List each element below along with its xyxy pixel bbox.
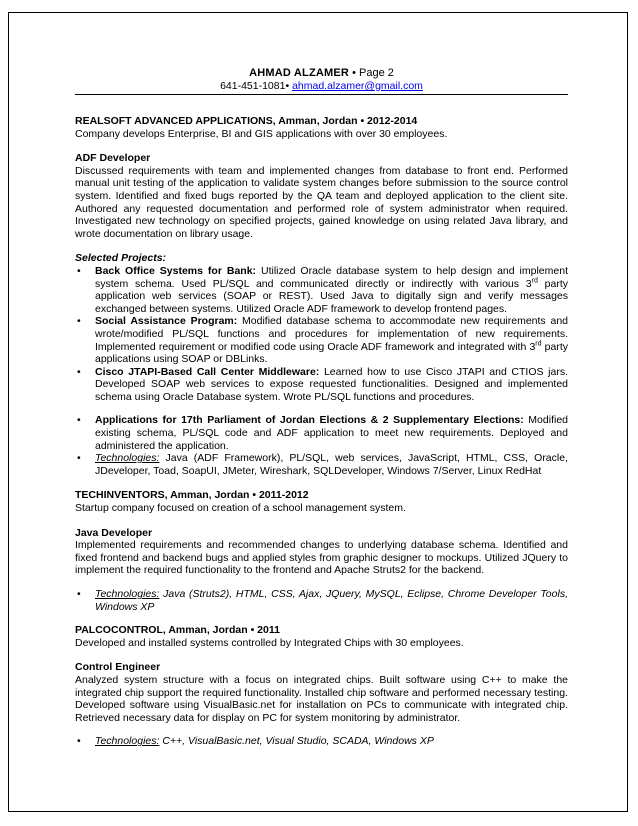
project-text: Learned how to use Cisco JTAPI and CTIOS jars. Developed SOAP web services to expose requested functionalities. Designed and implemented schema using Oracle Database system. Wrote PL/SQL functions and procedures. [95,365,568,403]
job-section [75,489,568,613]
resume-page [8,12,628,812]
list-item [75,315,568,365]
job-summary: Discussed requirements with team and implemented changes from database to front end. Performed manual unit testing of the application to validate system changes before submission to the source control system. Identified and fixed bugs reported by the QA team and deployed application to the client site. Authored any requested documentation and performed role of system administrator when required. Investigated new technology on specified projects, gained knowledge on using related Java library, and wrote documentation on library usage. [75,164,568,240]
bullet-icon: • [77,414,81,427]
company-description: Startup company focused on creation of a school management system. [75,502,406,515]
resume-content [75,67,568,748]
project-text: Utilized Oracle database system to help design and implement system schema. Used PL/SQL and communicated directly or indirectly with various 3 [95,264,568,290]
job-summary: Analyzed system structure with a focus on integrated chips. Built software using C++ to make the integrated chip support the required functionality. Installed chip software and performed necessary testing. Developed software using VisualBasic.net for installation on PCs to communicate with integrated chip. Retrieved necessary data for display on PC for system monitoring by administrator. [75,673,568,724]
candidate-name: AHMAD ALZAMER [249,67,350,79]
list-item [75,265,568,315]
technologies-label: Technologies: [95,452,160,465]
technologies-text: Java (ADF Framework), PL/SQL, web services, JavaScript, HTML, CSS, Oracle, JDeveloper, Toad, SoapUI, JMeter, Wireshark, SQLDeveloper, Windows 7/Server, Linux RedHat [95,452,568,477]
bullet-icon: • [77,588,81,600]
technologies-text: C++, VisualBasic.net, Visual Studio, SCADA, Windows XP [159,735,434,748]
technology-list [75,588,568,613]
company-heading: REALSOFT ADVANCED APPLICATIONS, Amman, Jordan • 2012-2014 [75,115,418,127]
list-item [75,414,568,452]
job-summary: Implemented requirements and recommended changes to underlying database schema. Identified and fixed frontend and backend bugs and applied styles from graphic designer to mockups. Utilized JQuery to implement the required functionality to the frontend and Apache Struts2 for the backend. [75,539,568,577]
superscript: rd [535,340,542,347]
bullet-icon: • [77,315,81,328]
list-item [75,735,568,748]
project-text-cont: party application web services (SOAP or REST). Used Java to digitally sign and verify messages exchanged between systems. Utilized Oracle ADF framework to develop frontend pages. [95,277,569,315]
list-item [75,366,568,404]
project-title: Cisco JTAPI-Based Call Center Middleware: [95,365,320,378]
bullet-icon: • [77,264,81,277]
company-description: Company develops Enterprise, BI and GIS applications with over 30 employees. [75,127,448,140]
job-section [75,624,568,748]
superscript: rd [531,277,538,285]
project-text-cont: party applications using SOAP or DBLinks. [95,340,568,366]
name-line [75,67,568,80]
technologies-text: Java (Struts2), HTML, CSS, Ajax, JQuery, MySQL, Eclipse, Chrome Developer Tools, Windows XP [95,588,568,613]
bullet-icon: • [77,735,81,748]
technologies-label: Technologies: [95,588,160,600]
project-title: Back Office Systems for Bank: [95,264,257,277]
company-heading: TECHINVENTORS, Amman, Jordan • 2011-2012 [75,489,309,502]
project-title: Applications for 17th Parliament of Jordan Elections & 2 Supplementary Elections: [95,414,524,427]
job-title: Control Engineer [75,661,161,674]
contact-line [75,80,568,93]
project-list [75,265,568,478]
job-title: ADF Developer [75,152,151,165]
page-header [75,67,568,95]
company-description: Developed and installed systems controlled by Integrated Chips with 30 employees. [75,636,464,649]
email-link[interactable]: ahmad.alzamer@gmail.com [292,80,423,92]
project-text: Modified existing schema, PL/SQL code and ADF application to meet new requirements. Deployed and administered the application. [95,414,568,452]
list-item [75,452,568,477]
phone-number: 641-451-1081• [220,80,290,92]
selected-projects-heading: Selected Projects: [75,252,167,265]
project-text: Modified database schema to accommodate new requirements and wrote/modified PL/SQL functions and procedures for implementation of new requirements. Implemented requirement or modified code using Oracle ADF framework and integrated with 3 [95,315,568,353]
bullet-icon: • [77,365,81,378]
project-title: Social Assistance Program: [95,315,238,328]
bullet-icon: • [77,452,81,465]
company-heading: PALCOCONTROL, Amman, Jordan • 2011 [75,624,280,637]
job-section [75,115,568,477]
list-item [75,588,568,613]
page-number: • Page 2 [349,67,394,79]
technologies-label: Technologies: [95,735,160,748]
job-title: Java Developer [75,526,153,539]
technology-list [75,735,568,748]
header-rule [75,94,568,95]
